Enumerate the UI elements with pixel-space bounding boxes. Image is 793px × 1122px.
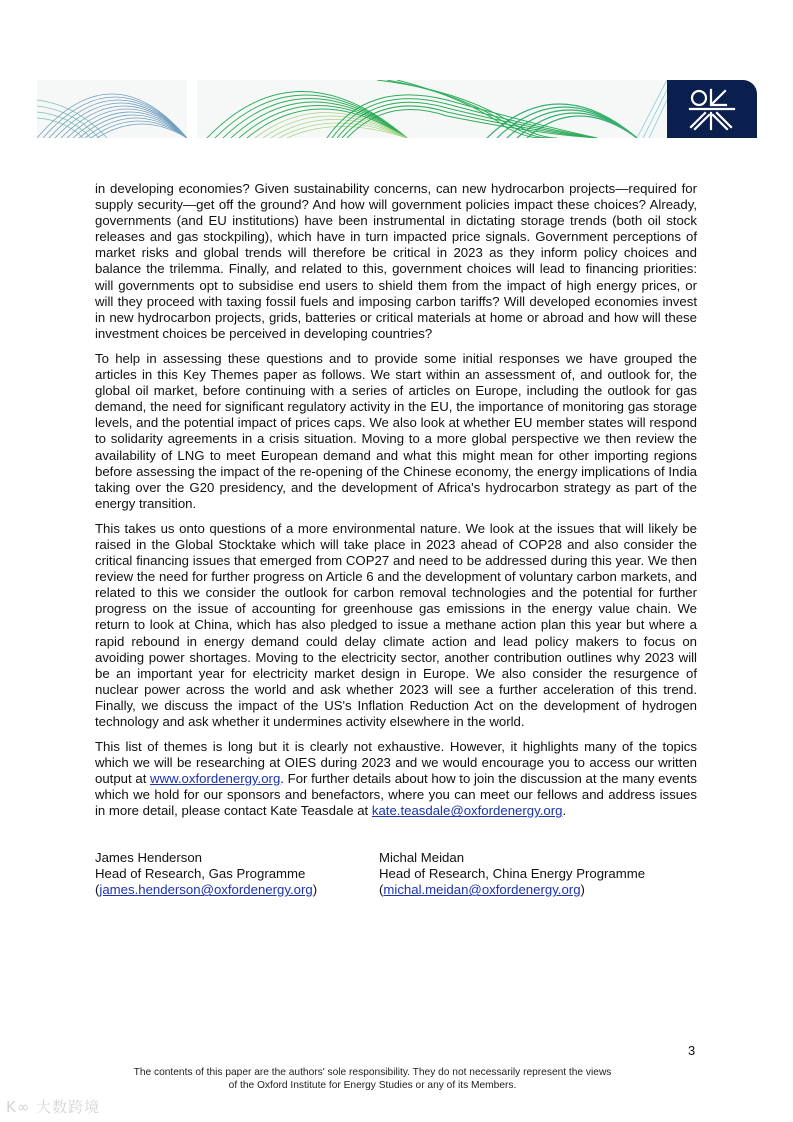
signatory-name: James Henderson [95,850,203,865]
signatory-title: Head of Research, Gas Programme [95,866,306,882]
paren-open: ( [379,882,384,898]
paragraph-environmental-themes: This takes us onto questions of a more environmental nature. We look at the issues that will likely be raised in the Global Stocktake which will take place in 2023 ahead of COP28 and also consider the critical financing issues that emerged from COP27 and need to be addressed during this year. We then review the need for further progress on Article 6 and the development of voluntary carbon markets, and related to this we consider the outlook for carbon removal technologies and the potential for further progress on the issue of accounting for greenhouse gas emissions in the energy value chain. We return to look at China, which has also pledged to issue a methane action plan this year but where a rapid rebound in energy demand could delay climate action and lead policy makers to focus on avoiding power shortages. Moving to the electricity sector, another contribution outlines why 2023 will be an important year for electricity market design in Europe. We also consider the resurgence of nuclear power across the world and ask whether 2023 will see a further acceleration of this trend. Finally, we discuss the impact of the US's Inflation Reduction Act on the development of hydrogen technology and ask whether it undermines activity elsewhere in the world. [95,520,697,729]
paragraph-closing [95,739,697,819]
closing-text-1: This list of themes is long but it is clearly not exhaustive. However, it highlights many of the topics which we will be researching at OIES during 2023 and we would encourage you to access our written output at [95,739,697,787]
oies-logo [667,80,757,138]
page-number: 3 [688,1043,696,1058]
watermark: K∞ 大数跨境 [6,1098,101,1116]
signatory-email-link[interactable]: michal.meidan@oxfordenergy.org [383,882,581,898]
paren-open: ( [95,882,100,898]
signatory-email-line [95,882,317,898]
paren-close: ) [312,882,318,898]
disclaimer-line-1: The contents of this paper are the authors' sole responsibility. They do not necessarily represent the views [133,1067,612,1078]
signature-michal-meidan [379,850,645,898]
closing-text-3: . [562,803,567,819]
signatory-email-line [379,882,645,898]
signatory-title: Head of Research, China Energy Programme [379,866,646,882]
oies-logo-icon [687,87,737,131]
paragraph-article-grouping: To help in assessing these questions and to provide some initial responses we have grouped the articles in this Key Themes paper as follows. We start within an assessment of, and outlook for, the global oil market, before continuing with a series of articles on Europe, including the outlook for gas demand, the need for significant regulatory activity in the EU, the importance of monitoring gas storage levels, and the potential impact of prices caps. We also look at whether EU member states will respond to solidarity agreements in a crisis situation. Moving to a more global perspective we then review the availability of LNG to meet European demand and what this might mean for other importing regions before assessing the impact of the re-opening of the Chinese economy, the energy implications of India taking over the G20 presidency, and the development of Africa's hydrocarbon strategy as part of the energy transition. [95,350,697,511]
paren-close: ) [580,882,585,898]
website-link[interactable]: www.oxfordenergy.org [150,771,281,787]
contact-email-link[interactable]: kate.teasdale@oxfordenergy.org [371,803,563,819]
signature-james-henderson [95,850,317,898]
signatory-name: Michal Meidan [379,850,465,865]
signatory-email-link[interactable]: james.henderson@oxfordenergy.org [99,882,313,898]
footer-disclaimer [100,1067,645,1092]
paragraph-policy-questions: in developing economies? Given sustainability concerns, can new hydrocarbon projects—required for supply security—get off the ground? And how will government policies impact these choices? Already, governments (and EU institutions) have been instrumental in dictating storage trends (both oil stock releases and gas stockpiling), which have in turn impacted price signals. Government perceptions of market risks and global trends will therefore be critical in 2023 as they inform policy choices and balance the trilemma. Finally, and related to this, government choices will lead to financing priorities: will governments opt to subsidise end users to shield them from the impact of high energy prices, or will they proceed with taxing fossil fuels and imposing carbon tariffs? Will developed economies invest in new hydrocarbon projects, grids, batteries or critical materials at home or abroad and how will these investment choices be perceived in developing countries? [95,181,697,341]
closing-text-2: . For further details about how to join the discussion at the many events which we hold for our sponsors and benefactors, where you can meet our fellows and address issues in more detail, please contact Kate Teasdale at [95,771,697,819]
wave-pattern-graphic [37,80,667,138]
header-banner [37,80,757,138]
disclaimer-line-2: of the Oxford Institute for Energy Studies or any of its Members. [228,1079,517,1091]
document-body [95,181,697,829]
